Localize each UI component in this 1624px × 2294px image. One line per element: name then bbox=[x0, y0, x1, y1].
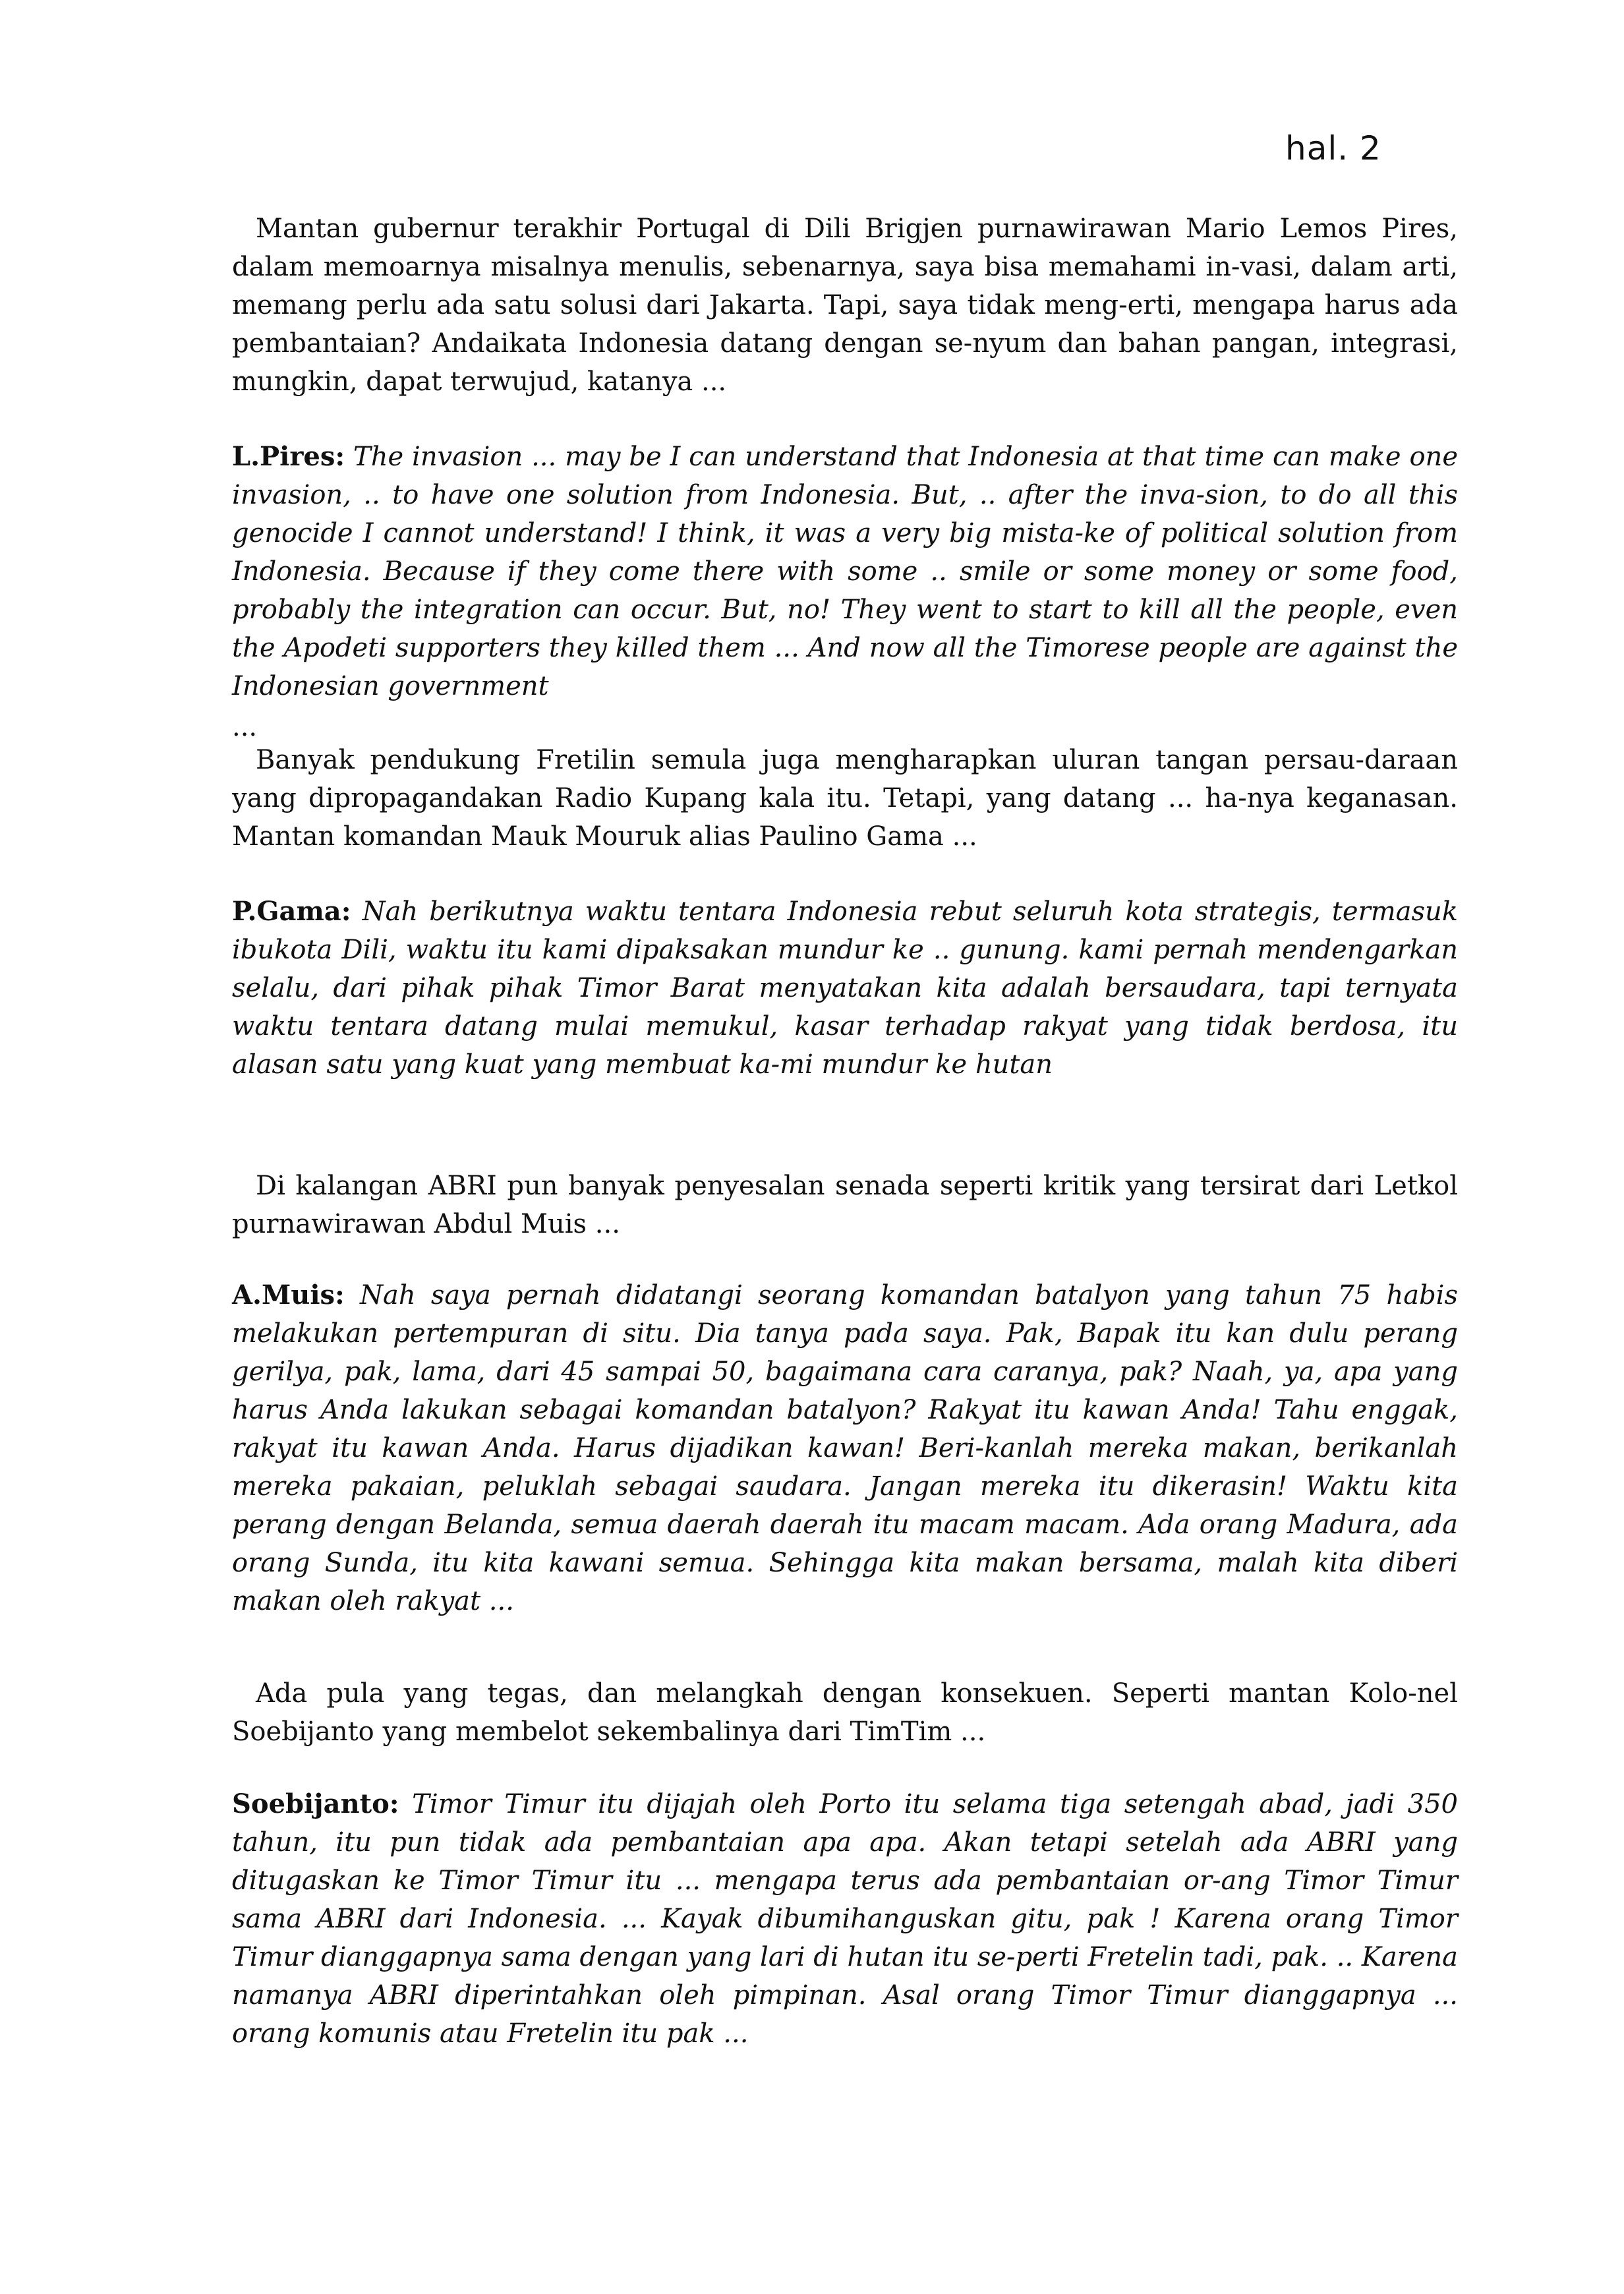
speaker-label: P.Gama: bbox=[232, 896, 351, 927]
quote-text: Nah saya pernah didatangi seorang komandan batalyon yang tahun 75 habis melakukan pertempuran di situ. Dia tanya pada saya. Pak, Bapak itu kan dulu perang gerilya, pak, lama, dari 45 sampai 50, bagaimana cara caranya, pak? Naah, ya, apa yang harus Anda lakukan sebagai komandan batalyon? Rakyat itu kawan Anda! Tahu enggak, rakyat itu kawan Anda. Harus dijadikan kawan! Beri-kanlah mereka makan, berikanlah mereka pakaian, peluklah sebagai saudara. Jangan mereka itu dikerasin! Waktu kita perang dengan Belanda, semua daerah daerah itu macam macam. Ada orang Madura, ada orang Sunda, itu kita kawani semua. Sehingga kita makan bersama, malah kita diberi makan oleh rakyat ... bbox=[232, 1280, 1458, 1616]
quote-a-muis bbox=[232, 1276, 1458, 1620]
quote-text: Timor Timur itu dijajah oleh Porto itu selama tiga setengah abad, jadi 350 tahun, itu pun tidak ada pembantaian apa apa. Akan tetapi setelah ada ABRI yang ditugaskan ke Timor Timur itu ... mengapa terus ada pembantaian or-ang Timor Timur sama ABRI dari Indonesia. ... Kayak dibumihanguskan gitu, pak ! Karena orang Timor Timur dianggapnya sama dengan yang lari di hutan itu se-perti Fretelin tadi, pak. .. Karena namanya ABRI diperintahkan oleh pimpinan. Asal orang Timor Timur dianggapnya ... orang komunis atau Fretelin itu pak ... bbox=[232, 1789, 1459, 2049]
paragraph-abri bbox=[232, 1167, 1458, 1243]
page-number: hal. 2 bbox=[1285, 129, 1381, 167]
paragraph-text: Banyak pendukung Fretilin semula juga mengharapkan uluran tangan persau-daraan yang dipropagandakan Radio Kupang kala itu. Tetapi, yang datang ... ha-nya keganasan. Mantan komandan Mauk Mouruk alias Paulino Gama ... bbox=[232, 745, 1458, 852]
quote-tail: ... bbox=[232, 712, 258, 742]
quote-text: The invasion ... may be I can understand that Indonesia at that time can make one invasion, .. to have one solution from Indonesia. But, .. after the inva-sion, to do all this genocide I cannot understand! I think, it was a very big mista-ke of political solution from Indonesia. Because if they come there with some .. smile or some money or some food, probably the integration can occur. But, no! They went to start to kill all the people, even the Apodeti supporters they killed them ... And now all the Timorese people are against the Indonesian government bbox=[232, 442, 1458, 701]
speaker-label: A.Muis: bbox=[232, 1279, 345, 1310]
paragraph-fretilin bbox=[232, 741, 1458, 856]
quote-soebijanto bbox=[232, 1785, 1458, 2053]
paragraph-soebijanto-intro bbox=[232, 1674, 1458, 1751]
speaker-label: L.Pires: bbox=[232, 441, 345, 472]
paragraph-text: Di kalangan ABRI pun banyak penyesalan senada seperti kritik yang tersirat dari Letkol purnawirawan Abdul Muis ... bbox=[232, 1171, 1458, 1239]
paragraph-text: Ada pula yang tegas, dan melangkah dengan konsekuen. Seperti mantan Kolo-nel Soebijanto yang membelot sekembalinya dari TimTim ... bbox=[232, 1678, 1458, 1747]
quote-p-gama bbox=[232, 893, 1458, 1084]
paragraph-text: Mantan gubernur terakhir Portugal di Dili Brigjen purnawirawan Mario Lemos Pires, dalam memoarnya misalnya menulis, sebenarnya, saya bisa memahami in-vasi, dalam arti, memang perlu ada satu solusi dari Jakarta. Tapi, saya tidak meng-erti, mengapa harus ada pembantaian? Andaikata Indonesia datang dengan se-nyum dan bahan pangan, integrasi, mungkin, dapat terwujud, katanya ... bbox=[232, 214, 1458, 397]
paragraph-pires-intro bbox=[232, 210, 1458, 401]
speaker-label: Soebijanto: bbox=[232, 1788, 399, 1819]
quote-text: Nah berikutnya waktu tentara Indonesia rebut seluruh kota strategis, termasuk ibukota Dili, waktu itu kami dipaksakan mundur ke .. gunung. kami pernah mendengarkan selalu, dari pihak pihak Timor Barat menyatakan kita adalah bersaudara, tapi ternyata waktu tentara datang mulai memukul, kasar terhadap rakyat yang tidak berdosa, itu alasan satu yang kuat yang membuat ka-mi mundur ke hutan bbox=[232, 897, 1458, 1080]
quote-l-pires bbox=[232, 438, 1458, 705]
